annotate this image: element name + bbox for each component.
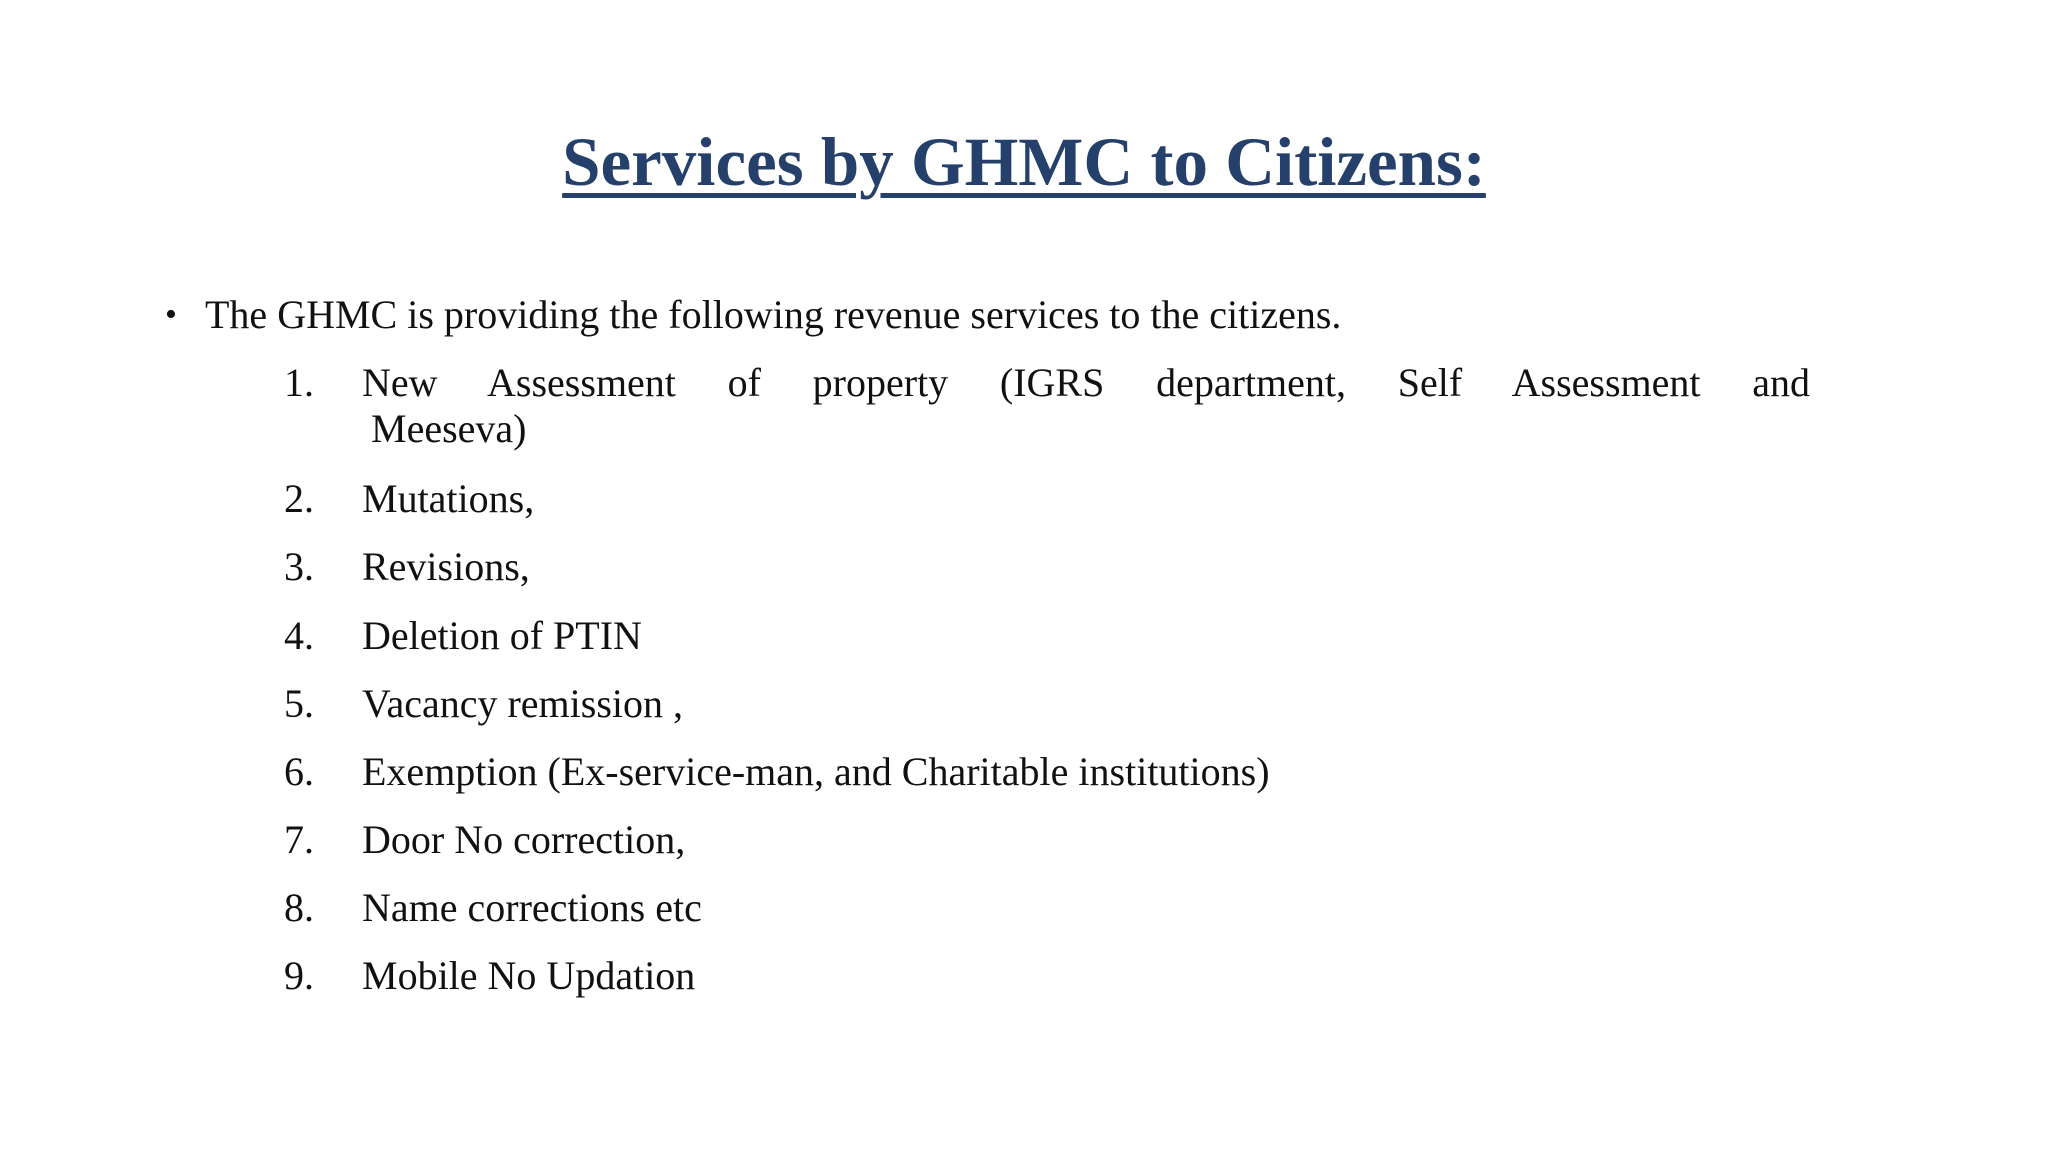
slide-title-container: [0, 124, 2048, 200]
list-item-number: 8.: [284, 885, 314, 930]
intro-text: The GHMC is providing the following revenue services to the citizens.: [205, 292, 1342, 337]
list-item-number: 3.: [284, 544, 314, 589]
list-item-number: 7.: [284, 817, 314, 862]
list-item-text: Revisions,: [362, 544, 530, 589]
intro-bullet-item: [165, 291, 1342, 339]
list-item: [0, 749, 2048, 795]
list-item: [0, 360, 2048, 460]
list-item-text: Exemption (Ex-service-man, and Charitable institutions): [362, 749, 1270, 794]
list-item-text: Mutations,: [362, 476, 535, 521]
list-item-number: 9.: [284, 953, 314, 998]
list-item: [0, 885, 2048, 931]
list-item: [0, 681, 2048, 727]
list-item-number: 2.: [284, 476, 314, 521]
list-item: [0, 817, 2048, 863]
list-item: [0, 953, 2048, 999]
list-item: [0, 613, 2048, 659]
list-item-text: New Assessment of property (IGRS department, Self Assessment and: [362, 360, 1810, 405]
list-item-text: Deletion of PTIN: [362, 613, 642, 658]
list-item: [0, 476, 2048, 522]
list-item-text: Name corrections etc: [362, 885, 702, 930]
list-item-text: Mobile No Updation: [362, 953, 696, 998]
list-item-number: 5.: [284, 681, 314, 726]
bullet-dot: •: [165, 296, 177, 333]
list-item-text: Vacancy remission ,: [362, 681, 684, 726]
list-item-text: Door No correction,: [362, 817, 686, 862]
list-item-number: 1.: [284, 360, 314, 405]
slide-title: Services by GHMC to Citizens:: [562, 124, 1486, 200]
list-item-text-continuation: Meeseva): [371, 406, 527, 451]
list-item-number: 4.: [284, 613, 314, 658]
list-item: [0, 544, 2048, 590]
list-item-number: 6.: [284, 749, 314, 794]
